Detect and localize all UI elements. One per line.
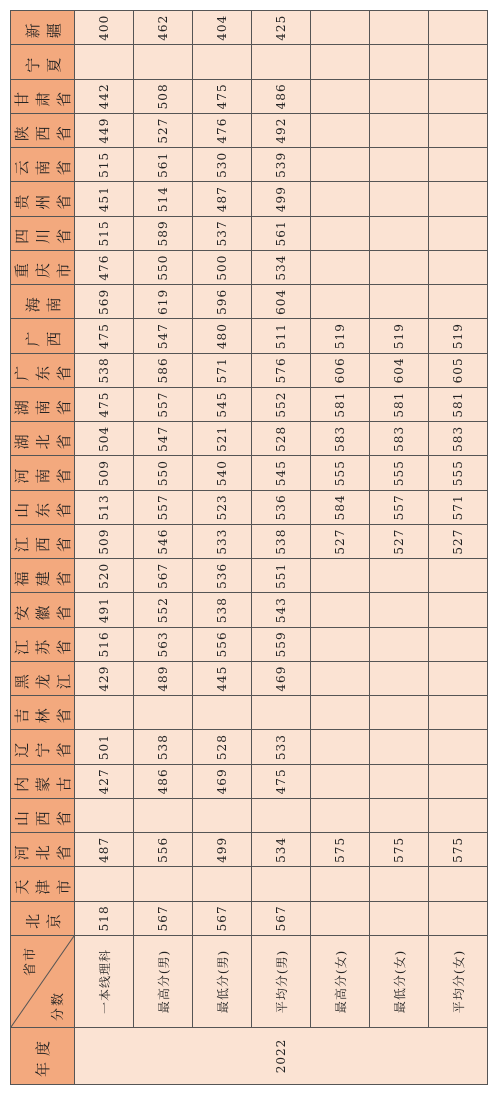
score-cell xyxy=(429,559,488,593)
score-cell xyxy=(252,45,311,79)
score-cell xyxy=(370,901,429,935)
score-cell: 538 xyxy=(75,353,134,387)
score-cell xyxy=(370,114,429,148)
score-cell: 576 xyxy=(252,353,311,387)
score-cell: 425 xyxy=(252,11,311,46)
province-header: 海南 xyxy=(11,285,75,319)
score-cell: 527 xyxy=(311,525,370,559)
score-cell: 567 xyxy=(252,901,311,935)
province-header: 内蒙古 xyxy=(11,764,75,798)
score-cell: 523 xyxy=(193,490,252,524)
score-cell xyxy=(429,216,488,250)
table-row xyxy=(429,11,488,1085)
score-cell xyxy=(311,730,370,764)
score-cell: 451 xyxy=(75,182,134,216)
score-cell: 527 xyxy=(429,525,488,559)
score-cell: 519 xyxy=(311,319,370,353)
score-cell: 521 xyxy=(193,422,252,456)
province-header: 福建省 xyxy=(11,559,75,593)
score-cell xyxy=(370,799,429,833)
score-cell: 520 xyxy=(75,559,134,593)
province-header: 河南省 xyxy=(11,456,75,490)
score-cell xyxy=(429,730,488,764)
score-cell xyxy=(75,867,134,901)
score-cell xyxy=(370,696,429,730)
score-cell: 492 xyxy=(252,114,311,148)
table-row xyxy=(75,11,134,1085)
score-cell xyxy=(311,867,370,901)
score-cell: 500 xyxy=(193,251,252,285)
score-cell: 539 xyxy=(252,148,311,182)
score-cell: 429 xyxy=(75,662,134,696)
score-cell: 489 xyxy=(134,662,193,696)
score-cell: 557 xyxy=(134,490,193,524)
score-cell xyxy=(370,79,429,113)
table-row xyxy=(252,11,311,1085)
score-cell xyxy=(311,593,370,627)
score-cell xyxy=(134,799,193,833)
score-cell: 404 xyxy=(193,11,252,46)
score-cell: 534 xyxy=(252,833,311,867)
score-cell: 561 xyxy=(252,216,311,250)
province-header: 天津市 xyxy=(11,867,75,901)
score-cell: 538 xyxy=(252,525,311,559)
score-cell: 550 xyxy=(134,456,193,490)
score-cell xyxy=(429,593,488,627)
score-cell xyxy=(429,79,488,113)
score-cell: 515 xyxy=(75,148,134,182)
score-cell: 557 xyxy=(370,490,429,524)
score-cell: 469 xyxy=(193,764,252,798)
score-cell: 501 xyxy=(75,730,134,764)
province-header: 陕西省 xyxy=(11,114,75,148)
score-cell xyxy=(193,867,252,901)
score-cell: 508 xyxy=(134,79,193,113)
province-header: 安徽省 xyxy=(11,593,75,627)
score-cell: 575 xyxy=(311,833,370,867)
score-cell: 569 xyxy=(75,285,134,319)
score-cell xyxy=(429,662,488,696)
score-cell: 491 xyxy=(75,593,134,627)
score-cell: 575 xyxy=(429,833,488,867)
score-cell: 604 xyxy=(252,285,311,319)
score-cell xyxy=(311,216,370,250)
corner-cell xyxy=(11,936,75,1028)
score-cell xyxy=(370,45,429,79)
score-cell xyxy=(311,251,370,285)
score-cell: 543 xyxy=(252,593,311,627)
score-cell xyxy=(252,696,311,730)
score-cell: 527 xyxy=(134,114,193,148)
table-row xyxy=(370,11,429,1085)
score-cell xyxy=(252,799,311,833)
corner-score-label: 分数 xyxy=(51,990,66,1021)
score-cell: 606 xyxy=(311,353,370,387)
score-cell: 509 xyxy=(75,525,134,559)
score-cell xyxy=(311,559,370,593)
province-header: 广西 xyxy=(11,319,75,353)
score-cell xyxy=(311,696,370,730)
score-cell: 571 xyxy=(429,490,488,524)
score-cell: 584 xyxy=(311,490,370,524)
score-cell: 499 xyxy=(252,182,311,216)
score-table xyxy=(10,10,488,1085)
score-cell: 533 xyxy=(193,525,252,559)
province-header: 新疆 xyxy=(11,11,75,46)
score-cell: 475 xyxy=(75,319,134,353)
score-cell xyxy=(429,799,488,833)
score-cell xyxy=(311,662,370,696)
score-cell: 581 xyxy=(370,388,429,422)
score-cell xyxy=(370,182,429,216)
score-cell xyxy=(370,730,429,764)
score-cell: 537 xyxy=(193,216,252,250)
score-cell: 400 xyxy=(75,11,134,46)
score-cell xyxy=(370,662,429,696)
score-cell: 427 xyxy=(75,764,134,798)
score-cell xyxy=(429,627,488,661)
table-row xyxy=(311,11,370,1085)
score-cell xyxy=(134,867,193,901)
score-cell: 519 xyxy=(429,319,488,353)
score-cell: 530 xyxy=(193,148,252,182)
score-cell: 556 xyxy=(134,833,193,867)
score-cell xyxy=(193,696,252,730)
score-cell xyxy=(429,148,488,182)
score-cell: 462 xyxy=(134,11,193,46)
score-cell xyxy=(134,45,193,79)
score-cell: 480 xyxy=(193,319,252,353)
score-cell: 583 xyxy=(311,422,370,456)
score-cell: 556 xyxy=(193,627,252,661)
score-cell xyxy=(311,79,370,113)
score-cell: 511 xyxy=(252,319,311,353)
score-cell: 475 xyxy=(75,388,134,422)
score-cell: 536 xyxy=(252,490,311,524)
score-cell xyxy=(370,867,429,901)
score-cell: 555 xyxy=(370,456,429,490)
row-label: 最低分(女) xyxy=(370,936,429,1028)
score-cell: 449 xyxy=(75,114,134,148)
score-cell: 528 xyxy=(252,422,311,456)
score-cell: 550 xyxy=(134,251,193,285)
row-label: 最高分(女) xyxy=(311,936,370,1028)
score-cell xyxy=(429,285,488,319)
score-cell xyxy=(370,11,429,46)
score-cell xyxy=(370,559,429,593)
score-cell: 567 xyxy=(193,901,252,935)
score-cell: 538 xyxy=(193,593,252,627)
province-header: 山东省 xyxy=(11,490,75,524)
score-cell: 527 xyxy=(370,525,429,559)
score-cell: 547 xyxy=(134,319,193,353)
score-cell xyxy=(370,216,429,250)
score-cell xyxy=(429,11,488,46)
score-cell: 604 xyxy=(370,353,429,387)
province-header: 重庆市 xyxy=(11,251,75,285)
score-cell xyxy=(370,148,429,182)
table-row xyxy=(134,11,193,1085)
score-cell: 571 xyxy=(193,353,252,387)
score-cell: 596 xyxy=(193,285,252,319)
province-header: 吉林省 xyxy=(11,696,75,730)
province-header: 黑龙江 xyxy=(11,662,75,696)
score-cell xyxy=(370,627,429,661)
score-cell xyxy=(311,148,370,182)
score-cell: 442 xyxy=(75,79,134,113)
row-label: 最高分(男) xyxy=(134,936,193,1028)
score-cell xyxy=(311,764,370,798)
score-cell: 581 xyxy=(429,388,488,422)
province-header: 云南省 xyxy=(11,148,75,182)
row-label: 一本线理科 xyxy=(75,936,134,1028)
province-header: 湖南省 xyxy=(11,388,75,422)
score-cell: 538 xyxy=(134,730,193,764)
score-cell: 475 xyxy=(193,79,252,113)
score-cell: 561 xyxy=(134,148,193,182)
province-header: 四川省 xyxy=(11,216,75,250)
score-cell xyxy=(429,867,488,901)
score-cell: 487 xyxy=(193,182,252,216)
score-cell: 586 xyxy=(134,353,193,387)
score-cell: 546 xyxy=(134,525,193,559)
score-cell: 555 xyxy=(429,456,488,490)
score-cell xyxy=(311,285,370,319)
corner-province-label: 省市 xyxy=(23,946,38,977)
score-cell: 528 xyxy=(193,730,252,764)
score-cell: 552 xyxy=(252,388,311,422)
score-cell: 605 xyxy=(429,353,488,387)
score-cell: 557 xyxy=(134,388,193,422)
score-cell xyxy=(311,11,370,46)
score-cell: 563 xyxy=(134,627,193,661)
province-header: 江苏省 xyxy=(11,627,75,661)
score-cell: 547 xyxy=(134,422,193,456)
score-cell xyxy=(311,627,370,661)
score-cell xyxy=(429,696,488,730)
province-header: 辽宁省 xyxy=(11,730,75,764)
score-cell: 486 xyxy=(134,764,193,798)
score-cell: 559 xyxy=(252,627,311,661)
province-header: 贵州省 xyxy=(11,182,75,216)
score-cell xyxy=(370,251,429,285)
row-label: 平均分(女) xyxy=(429,936,488,1028)
province-header: 甘肃省 xyxy=(11,79,75,113)
score-cell xyxy=(429,182,488,216)
year-cell: 2022 xyxy=(75,1028,488,1085)
score-cell: 536 xyxy=(193,559,252,593)
score-cell xyxy=(429,764,488,798)
score-cell: 589 xyxy=(134,216,193,250)
score-cell: 619 xyxy=(134,285,193,319)
score-cell: 583 xyxy=(370,422,429,456)
score-cell xyxy=(134,696,193,730)
score-cell: 555 xyxy=(311,456,370,490)
score-cell: 475 xyxy=(252,764,311,798)
score-cell: 476 xyxy=(193,114,252,148)
score-cell: 519 xyxy=(370,319,429,353)
score-cell xyxy=(75,799,134,833)
score-cell: 486 xyxy=(252,79,311,113)
score-cell xyxy=(311,45,370,79)
score-cell xyxy=(311,901,370,935)
score-cell: 540 xyxy=(193,456,252,490)
header-row xyxy=(11,11,75,1085)
score-cell: 518 xyxy=(75,901,134,935)
score-cell xyxy=(370,285,429,319)
score-cell: 545 xyxy=(193,388,252,422)
score-cell xyxy=(370,764,429,798)
score-cell: 551 xyxy=(252,559,311,593)
row-label: 平均分(男) xyxy=(252,936,311,1028)
score-cell: 514 xyxy=(134,182,193,216)
province-header: 北京 xyxy=(11,901,75,935)
score-cell xyxy=(429,251,488,285)
province-header: 宁夏 xyxy=(11,45,75,79)
score-cell: 575 xyxy=(370,833,429,867)
score-cell: 581 xyxy=(311,388,370,422)
score-cell: 504 xyxy=(75,422,134,456)
score-cell xyxy=(429,114,488,148)
score-cell: 487 xyxy=(75,833,134,867)
score-cell: 499 xyxy=(193,833,252,867)
score-cell xyxy=(429,901,488,935)
province-header: 河北省 xyxy=(11,833,75,867)
score-cell xyxy=(429,45,488,79)
score-cell xyxy=(193,45,252,79)
score-cell: 445 xyxy=(193,662,252,696)
score-cell: 552 xyxy=(134,593,193,627)
province-header: 广东省 xyxy=(11,353,75,387)
province-header: 山西省 xyxy=(11,799,75,833)
score-cell xyxy=(311,182,370,216)
score-cell: 567 xyxy=(134,559,193,593)
score-cell xyxy=(193,799,252,833)
score-cell: 515 xyxy=(75,216,134,250)
score-cell: 533 xyxy=(252,730,311,764)
score-cell xyxy=(311,799,370,833)
score-cell: 567 xyxy=(134,901,193,935)
score-cell: 516 xyxy=(75,627,134,661)
score-cell xyxy=(252,867,311,901)
row-label: 最低分(男) xyxy=(193,936,252,1028)
score-cell xyxy=(370,593,429,627)
province-header: 江西省 xyxy=(11,525,75,559)
province-header: 湖北省 xyxy=(11,422,75,456)
score-cell: 476 xyxy=(75,251,134,285)
table-row xyxy=(193,11,252,1085)
score-cell: 513 xyxy=(75,490,134,524)
score-cell: 469 xyxy=(252,662,311,696)
score-cell: 534 xyxy=(252,251,311,285)
year-column-header: 年度 xyxy=(11,1028,75,1085)
score-cell xyxy=(75,696,134,730)
score-cell: 509 xyxy=(75,456,134,490)
score-cell: 583 xyxy=(429,422,488,456)
score-cell xyxy=(311,114,370,148)
score-cell: 545 xyxy=(252,456,311,490)
score-cell xyxy=(75,45,134,79)
